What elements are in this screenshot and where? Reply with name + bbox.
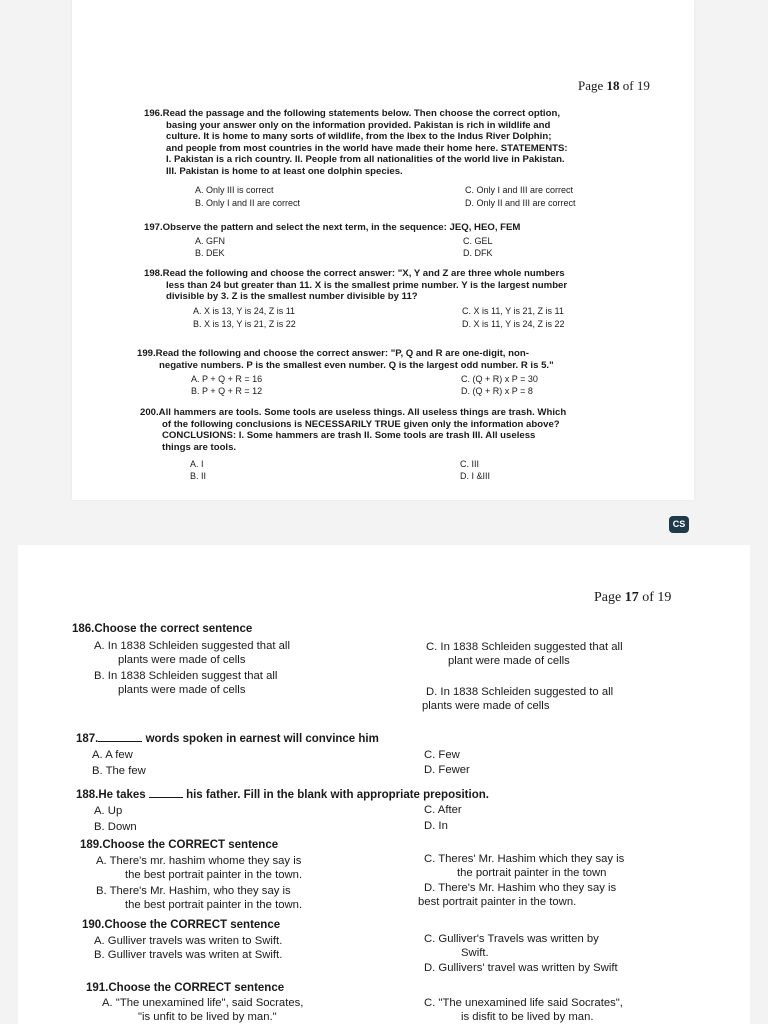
q188-option-c[interactable]: C. After xyxy=(424,804,462,816)
q198-option-d[interactable]: D. X is 11, Y is 24, Z is 22 xyxy=(462,319,565,329)
q187-option-d[interactable]: D. Fewer xyxy=(424,764,470,776)
q196-option-c[interactable]: C. Only I and III are correct xyxy=(465,185,574,195)
q196-line: III. Pakistan is home to at least one dolphin species. xyxy=(166,165,403,177)
q189-d-line1: D. There's Mr. Hashim who they say is xyxy=(424,882,617,894)
q186-a-line1: A. In 1838 Schleiden suggested that all xyxy=(94,640,290,652)
q197-option-d[interactable]: D. DFK xyxy=(463,248,493,258)
q190-c-line2: Swift. xyxy=(461,947,489,959)
q199-option-b[interactable]: B. P + Q + R = 12 xyxy=(191,386,263,396)
q187-option-b[interactable]: B. The few xyxy=(92,765,146,777)
q200-line: of the following conclusions is NECESSARILY TRUE given only the information above? xyxy=(162,418,560,430)
q187-number: 187. xyxy=(76,733,99,745)
q196-option-b[interactable]: B. Only I and II are correct xyxy=(195,198,301,208)
q189-c-line1: C. Theres' Mr. Hashim which they say is xyxy=(424,853,625,865)
question-200 xyxy=(140,407,685,453)
question-189: 189.Choose the CORRECT sentence xyxy=(80,839,279,851)
q190-option-d[interactable]: D. Gullivers' travel was written by Swift xyxy=(424,962,618,974)
q200-line: things are tools. xyxy=(162,441,237,453)
q191-a-line2: "is unfit to be lived by man." xyxy=(138,1011,277,1023)
q199-option-d[interactable]: D. (Q + R) x P = 8 xyxy=(461,386,533,396)
camscanner-logo: CS xyxy=(669,516,689,533)
q196-line: I. Pakistan is a rich country. II. People from all nationalities of the world live in Pakistan. xyxy=(166,154,565,166)
q187-option-a[interactable]: A. A few xyxy=(92,749,133,761)
question-199 xyxy=(137,348,682,371)
q198-line: 198.Read the following and choose the correct answer: "X, Y and Z are three whole numbers xyxy=(144,268,565,279)
q200-line: 200.All hammers are tools. Some tools are useless things. All useless things are trash. Which xyxy=(140,407,567,418)
q197-option-c[interactable]: C. GEL xyxy=(463,236,493,246)
page-18-sheet xyxy=(72,0,694,500)
q189-option-c[interactable] xyxy=(424,852,624,880)
q189-option-b[interactable] xyxy=(96,884,302,912)
q189-b-line2: the best portrait painter in the town. xyxy=(125,899,303,911)
q187-option-c[interactable]: C. Few xyxy=(424,749,460,761)
q198-line: divisible by 3. Z is the smallest number divisible by 11? xyxy=(166,291,418,303)
page-17-sheet xyxy=(18,545,750,1024)
q186-option-c[interactable] xyxy=(426,640,623,668)
q200-option-d[interactable]: D. I &III xyxy=(460,471,491,481)
q186-option-d[interactable] xyxy=(422,685,613,713)
q186-b-line1: B. In 1838 Schleiden suggest that all xyxy=(94,670,278,682)
page-17-number: Page 17 of 19 xyxy=(594,590,672,605)
q189-a-line2: the best portrait painter in the town. xyxy=(125,869,303,881)
q187-blank xyxy=(98,741,142,742)
q188-blank xyxy=(149,797,183,798)
q191-option-c[interactable] xyxy=(424,996,623,1024)
question-186: 186.Choose the correct sentence xyxy=(72,623,253,635)
q198-line: less than 24 but greater than 11. X is the smallest prime number. Y is the largest number xyxy=(166,279,568,291)
q190-option-b[interactable]: B. Gulliver travels was writen at Swift. xyxy=(94,949,283,961)
q186-b-line2: plants were made of cells xyxy=(118,684,246,696)
q188-option-b[interactable]: B. Down xyxy=(94,821,137,833)
q197-option-b[interactable]: B. DEK xyxy=(195,248,225,258)
q186-a-line2: plants were made of cells xyxy=(118,654,246,666)
q198-option-c[interactable]: C. X is 11, Y is 21, Z is 11 xyxy=(462,306,564,316)
q189-a-line1: A. There's mr. hashim whome they say is xyxy=(96,855,302,867)
q196-option-a[interactable]: A. Only III is correct xyxy=(195,185,274,195)
question-188 xyxy=(76,789,489,801)
question-187 xyxy=(76,733,379,745)
q199-option-c[interactable]: C. (Q + R) x P = 30 xyxy=(461,374,538,384)
q196-line: and people from most countries in the world have made their home here. STATEMENTS: xyxy=(166,142,568,154)
q187-stem: words spoken in earnest will convince him xyxy=(142,733,379,745)
q188-stem-start: 188.He takes xyxy=(76,789,149,801)
q200-option-c[interactable]: C. III xyxy=(460,459,480,469)
q191-option-a[interactable] xyxy=(102,996,303,1024)
q191-c-line1: C. "The unexamined life said Socrates", xyxy=(424,997,623,1009)
q199-line: negative numbers. P is the smallest even number. Q is the largest odd number. R is 5." xyxy=(159,359,554,371)
q189-d-line2: best portrait painter in the town. xyxy=(418,896,577,908)
q188-stem-end: his father. Fill in the blank with appropriate preposition. xyxy=(182,789,489,801)
q199-option-a[interactable]: A. P + Q + R = 16 xyxy=(191,374,263,384)
q198-option-b[interactable]: B. X is 13, Y is 21, Z is 22 xyxy=(193,319,296,329)
q200-option-b[interactable]: B. II xyxy=(190,471,207,481)
q189-b-line1: B. There's Mr. Hashim, who they say is xyxy=(96,885,291,897)
q186-c-line1: C. In 1838 Schleiden suggested that all xyxy=(426,641,623,653)
page-18-number: Page 18 of 19 xyxy=(578,78,650,93)
question-198 xyxy=(144,268,689,303)
q186-c-line2: plant were made of cells xyxy=(448,655,570,667)
q200-option-a[interactable]: A. I xyxy=(190,459,204,469)
q188-option-a[interactable]: A. Up xyxy=(94,805,123,817)
q200-line: CONCLUSIONS: I. Some hammers are trash II. Some tools are trash III. All useless xyxy=(162,430,536,442)
q199-line: 199.Read the following and choose the correct answer: "P, Q and R are one-digit, non- xyxy=(137,348,529,359)
q188-option-d[interactable]: D. In xyxy=(424,820,448,832)
question-190: 190.Choose the CORRECT sentence xyxy=(82,919,281,931)
q190-c-line1: C. Gulliver's Travels was written by xyxy=(424,933,599,945)
q189-c-line2: the portrait painter in the town xyxy=(457,867,607,879)
question-196 xyxy=(144,108,684,178)
q186-d-line1: D. In 1838 Schleiden suggested to all xyxy=(426,686,614,698)
q196-option-d[interactable]: D. Only II and III are correct xyxy=(465,198,576,208)
q190-option-a[interactable]: A. Gulliver travels was writen to Swift. xyxy=(94,935,283,947)
q196-line: culture. It is home to many sorts of wildlife, from the Ibex to the Indus River Dolphin; xyxy=(166,131,552,143)
q189-option-a[interactable] xyxy=(96,854,302,882)
q197-option-a[interactable]: A. GFN xyxy=(195,236,226,246)
q196-line: basing your answer only on the information provided. Pakistan is rich in wildlife and xyxy=(166,119,551,131)
q186-option-b[interactable] xyxy=(94,669,277,697)
q196-line: 196.Read the passage and the following statements below. Then choose the correct option, xyxy=(144,108,560,119)
question-197: 197.Observe the pattern and select the next term, in the sequence: JEQ, HEO, FEM xyxy=(144,222,521,233)
q189-option-d[interactable] xyxy=(418,881,616,909)
q191-a-line1: A. "The unexamined life", said Socrates, xyxy=(102,997,304,1009)
q186-d-line2: plants were made of cells xyxy=(422,700,550,712)
q191-c-line2: is disfit to be lived by man. xyxy=(461,1011,594,1023)
question-191: 191.Choose the CORRECT sentence xyxy=(86,982,285,994)
q186-option-a[interactable] xyxy=(94,639,290,667)
q190-option-c[interactable] xyxy=(424,932,599,960)
q198-option-a[interactable]: A. X is 13, Y is 24, Z is 11 xyxy=(193,306,296,316)
